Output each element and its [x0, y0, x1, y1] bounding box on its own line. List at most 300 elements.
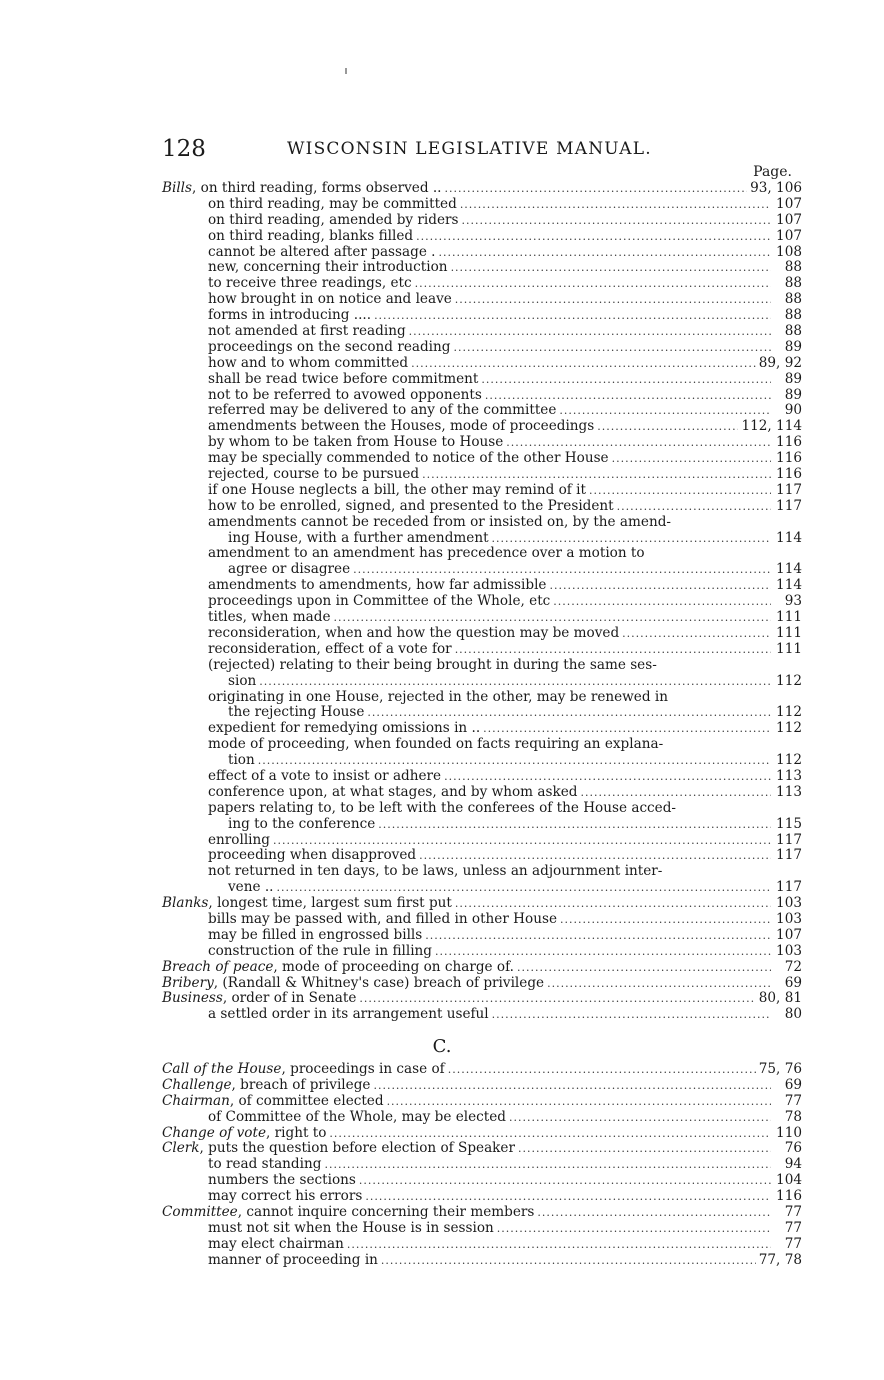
entry-page-ref: 69 [784, 1076, 802, 1093]
entry-description: , on third reading, forms observed .. [192, 180, 442, 196]
entry-text [208, 213, 458, 229]
entry-page-ref: 94 [784, 1156, 802, 1173]
leader-dots [451, 260, 771, 276]
leader-dots [455, 292, 771, 308]
entry-page-ref: 80 [784, 1006, 802, 1023]
entry-page-ref: 77, 78 [758, 1251, 802, 1268]
entry-page-ref: 93, 106 [750, 180, 802, 196]
entry-description: not to be referred to avowed opponents [208, 386, 482, 403]
entry-page-ref: 112 [776, 672, 802, 689]
entry-page-ref: 89 [784, 386, 802, 403]
entry-page-ref: 111 [776, 624, 802, 641]
leader-dots [425, 928, 771, 944]
index-entry [162, 896, 802, 912]
index-entry-line: mode of proceeding, when founded on facts requiring an explana- [208, 736, 664, 753]
running-title: WISCONSIN LEGISLATIVE MANUAL. [287, 139, 652, 159]
entry-page-ref: 76 [784, 1140, 802, 1157]
entry-text [208, 197, 457, 213]
entry-text [208, 1173, 356, 1189]
entry-page-ref: 116 [776, 434, 802, 451]
leader-dots [481, 372, 771, 388]
index-entry [162, 976, 802, 992]
entry-text [162, 976, 544, 992]
index-entry [162, 531, 802, 547]
entry-page-ref: 112 [776, 704, 802, 721]
entry-description: may correct his errors [208, 1188, 363, 1205]
entry-text [208, 229, 413, 245]
index-entry [162, 594, 802, 610]
entry-text [208, 642, 452, 658]
entry-text [208, 721, 480, 737]
entry-page-ref: 112, 114 [741, 418, 802, 435]
entry-description: to receive three readings, etc [208, 275, 412, 292]
entry-page-ref: 117 [776, 481, 802, 498]
index-entry [162, 1094, 802, 1110]
entry-text [162, 1094, 384, 1110]
index-entry [162, 1173, 802, 1189]
index-entry [162, 340, 802, 356]
entry-text [162, 896, 452, 912]
leader-dots [580, 785, 771, 801]
entry-page-ref: 89 [784, 338, 802, 355]
index-entry [162, 467, 802, 483]
entry-page-ref: 117 [776, 879, 802, 896]
entry-page-ref: 77 [784, 1092, 802, 1109]
entry-text [162, 960, 514, 976]
entry-description: numbers the sections [208, 1172, 356, 1189]
index-entry [162, 1141, 802, 1157]
entry-description: a settled order in its arrangement useful [208, 1006, 489, 1023]
entry-description: , breach of privilege [231, 1076, 371, 1093]
leader-dots [365, 1189, 771, 1205]
entry-page-ref: 77 [784, 1235, 802, 1252]
index-entry [162, 1189, 802, 1205]
leader-dots [485, 388, 771, 404]
index-entry [162, 403, 802, 419]
entry-description: amendments between the Houses, mode of proceedings [208, 418, 595, 435]
entry-heading: Business [162, 990, 223, 1007]
leader-dots [497, 1221, 771, 1237]
index-entry [162, 912, 802, 928]
entry-text [228, 674, 256, 690]
index-entry [162, 785, 802, 801]
leader-dots [547, 976, 771, 992]
leader-dots [411, 356, 756, 372]
index-entry-line: amendment to an amendment has precedence over a motion to [208, 545, 645, 562]
entry-page-ref: 103 [776, 895, 802, 912]
entry-text [228, 705, 364, 721]
index-entry [162, 1205, 802, 1221]
index-entry [162, 880, 802, 896]
entry-description: may be filled in engrossed bills [208, 926, 423, 943]
leader-dots [422, 467, 771, 483]
page-column-label: Page. [753, 164, 792, 180]
entry-page-ref: 115 [776, 815, 802, 832]
index-entry [162, 435, 802, 451]
leader-dots [353, 562, 771, 578]
entry-text [228, 753, 255, 769]
entry-page-ref: 107 [776, 926, 802, 943]
entry-description: , right to [266, 1124, 327, 1141]
index-entry [162, 562, 802, 578]
index-entry [162, 276, 802, 292]
index-entry [162, 229, 802, 245]
entry-page-ref: 69 [784, 974, 802, 991]
leader-dots [415, 276, 771, 292]
entry-text [208, 578, 546, 594]
entry-page-ref: 111 [776, 640, 802, 657]
leader-dots [334, 610, 771, 626]
index-entry [162, 960, 802, 976]
entry-page-ref: 78 [784, 1108, 802, 1125]
entry-description: may be specially commended to notice of the other House [208, 450, 609, 467]
entry-heading: Committee [162, 1204, 238, 1221]
leader-dots [409, 324, 771, 340]
entry-text [208, 594, 550, 610]
leader-dots [277, 880, 772, 896]
entry-description: bills may be passed with, and filled in other House [208, 910, 557, 927]
leader-dots [492, 531, 771, 547]
index-entry [162, 308, 802, 324]
entry-text [208, 340, 450, 356]
entry-description: sion [228, 672, 257, 689]
index-entry [162, 260, 802, 276]
entry-page-ref: 88 [784, 275, 802, 292]
index-entry [162, 324, 802, 340]
entry-text [162, 181, 442, 197]
entry-description: how and to whom committed [208, 354, 409, 371]
entry-page-ref: 93 [784, 593, 802, 610]
entry-text [208, 276, 412, 292]
entry-text [208, 403, 556, 419]
index-entry [162, 483, 802, 499]
entry-description: the rejecting House [228, 704, 365, 721]
entry-description: rejected, course to be pursued [208, 466, 420, 483]
entry-text [208, 785, 577, 801]
entry-description: , (Randall & Whitney's case) breach of privilege [213, 974, 545, 991]
entry-description: to read standing [208, 1156, 322, 1173]
entry-description: expedient for remedying omissions in .. [208, 720, 481, 737]
entry-description: conference upon, at what stages, and by whom asked [208, 783, 578, 800]
leader-dots [549, 578, 771, 594]
leader-dots [387, 1094, 771, 1110]
index-entry [162, 674, 802, 690]
entry-description: manner of proceeding in [208, 1251, 378, 1268]
entry-page-ref: 116 [776, 450, 802, 467]
leader-dots [483, 721, 771, 737]
entry-text [228, 880, 274, 896]
entry-description: how to be enrolled, signed, and presented to the President [208, 497, 614, 514]
index-entry [162, 1062, 802, 1078]
running-header [162, 136, 802, 166]
leader-dots [612, 451, 771, 467]
leader-dots [589, 483, 771, 499]
entry-text [208, 467, 419, 483]
index-entry [162, 944, 802, 960]
entry-page-ref: 114 [776, 529, 802, 546]
entry-text [208, 769, 441, 785]
entry-text [228, 531, 489, 547]
entry-description: may elect chairman [208, 1235, 344, 1252]
index-entry [162, 292, 802, 308]
entry-description: new, concerning their introduction [208, 259, 448, 276]
index-section-c [162, 1062, 802, 1269]
index-entry [162, 213, 802, 229]
leader-dots [324, 1157, 771, 1173]
leader-dots [378, 817, 771, 833]
entry-text [228, 562, 350, 578]
index-entry [162, 419, 802, 435]
index-entry-line: amendments cannot be receded from or insisted on, by the amend- [208, 513, 671, 530]
entry-description: ing House, with a further amendment [228, 529, 489, 546]
index-entry [162, 928, 802, 944]
entry-text [208, 308, 371, 324]
entry-page-ref: 104 [776, 1172, 802, 1189]
index-entry [162, 356, 802, 372]
entry-text [208, 419, 594, 435]
entry-page-ref: 77 [784, 1219, 802, 1236]
index-entry [162, 626, 802, 642]
entry-description: by whom to be taken from House to House [208, 434, 504, 451]
entry-heading: Blanks [162, 895, 209, 912]
leader-dots [509, 1110, 771, 1126]
entry-heading: Bribery [162, 974, 214, 991]
entry-page-ref: 89 [784, 370, 802, 387]
entry-description: referred may be delivered to any of the committee [208, 402, 557, 419]
index-entry [162, 372, 802, 388]
entry-description: must not sit when the House is in session [208, 1219, 494, 1236]
entry-text [208, 260, 448, 276]
entry-description: effect of a vote to insist or adhere [208, 767, 442, 784]
index-entry [162, 769, 802, 785]
leader-dots [492, 1007, 771, 1023]
index-entry [162, 833, 802, 849]
entry-heading: Breach of peace [162, 958, 274, 975]
entry-page-ref: 117 [776, 847, 802, 864]
leader-dots [381, 1253, 756, 1269]
entry-page-ref: 113 [776, 767, 802, 784]
index-entry [162, 499, 802, 515]
entry-text [208, 451, 609, 467]
index-entry [162, 197, 802, 213]
index-entry [162, 388, 802, 404]
entry-text [208, 1110, 506, 1126]
entry-description: reconsideration, when and how the question may be moved [208, 624, 620, 641]
entry-text [208, 483, 586, 499]
entry-text [162, 1205, 534, 1221]
leader-dots [416, 229, 771, 245]
entry-page-ref: 113 [776, 783, 802, 800]
entry-page-ref: 107 [776, 211, 802, 228]
leader-dots [359, 991, 755, 1007]
index-entry [162, 1221, 802, 1237]
entry-text [162, 1078, 370, 1094]
entry-description: , proceedings in case of [281, 1061, 445, 1077]
entry-description: on third reading, blanks filled [208, 227, 414, 244]
entry-heading: Change of vote [162, 1124, 266, 1141]
entry-page-ref: 103 [776, 942, 802, 959]
entry-page-ref: 114 [776, 561, 802, 578]
entry-page-ref: 75, 76 [758, 1061, 802, 1077]
leader-dots [455, 896, 771, 912]
index-entry-line: not returned in ten days, to be laws, unless an adjournment inter- [208, 863, 663, 880]
entry-text [208, 499, 614, 515]
index-entry [162, 1007, 802, 1023]
entry-text [208, 1237, 344, 1253]
entry-text [208, 372, 478, 388]
entry-page-ref: 116 [776, 1188, 802, 1205]
index-entry [162, 753, 802, 769]
entry-text [208, 1189, 362, 1205]
entry-page-ref: 80, 81 [758, 990, 802, 1007]
entry-description: titles, when made [208, 609, 331, 626]
entry-description: ing to the conference [228, 815, 376, 832]
leader-dots [374, 308, 771, 324]
entry-page-ref: 77 [784, 1204, 802, 1221]
index-entry [162, 705, 802, 721]
entry-text [228, 817, 375, 833]
entry-page-ref: 107 [776, 195, 802, 212]
entry-heading: Challenge [162, 1076, 232, 1093]
leader-dots [560, 912, 771, 928]
entry-description: vene .. [228, 879, 274, 896]
entry-description: not amended at first reading [208, 323, 406, 340]
entry-text [208, 1253, 378, 1269]
index-entry [162, 1237, 802, 1253]
entry-description: proceedings on the second reading [208, 338, 451, 355]
leader-dots [329, 1126, 771, 1142]
entry-page-ref: 88 [784, 307, 802, 324]
entry-page-ref: 72 [784, 958, 802, 975]
entry-text [162, 1126, 326, 1142]
entry-text [208, 356, 408, 372]
index-entry [162, 991, 802, 1007]
index-entry [162, 451, 802, 467]
index-entry [162, 817, 802, 833]
entry-description: on third reading, amended by riders [208, 211, 459, 228]
entry-page-ref: 89, 92 [758, 354, 802, 371]
entry-description: if one House neglects a bill, the other may remind of it [208, 481, 586, 498]
entry-description: , longest time, largest sum first put [208, 895, 452, 912]
index-entry [162, 181, 802, 197]
leader-dots [559, 403, 771, 419]
leader-dots [373, 1078, 771, 1094]
entry-text [208, 292, 452, 308]
index-entry [162, 245, 802, 261]
entry-description: , mode of proceeding on charge of. [273, 958, 514, 975]
entry-description: of Committee of the Whole, may be elected [208, 1108, 506, 1125]
entry-description: , cannot inquire concerning their members [237, 1204, 535, 1221]
leader-dots [367, 705, 771, 721]
entry-text [208, 388, 482, 404]
entry-heading: Clerk [162, 1140, 200, 1157]
leader-dots [617, 499, 771, 515]
leader-dots [435, 944, 771, 960]
entry-text [208, 912, 557, 928]
index-entry [162, 1078, 802, 1094]
index-entry [162, 1253, 802, 1269]
entry-description: tion [228, 752, 255, 769]
entry-page-ref: 88 [784, 323, 802, 340]
scan-speck [345, 68, 347, 74]
entry-page-ref: 112 [776, 720, 802, 737]
entry-text [162, 1062, 445, 1078]
entry-text [162, 991, 356, 1007]
entry-page-ref: 110 [776, 1124, 802, 1141]
section-letter-c: C. [432, 1036, 452, 1057]
leader-dots [461, 213, 771, 229]
index-entry [162, 721, 802, 737]
leader-dots [537, 1205, 771, 1221]
entry-page-ref: 103 [776, 910, 802, 927]
entry-description: agree or disagree [228, 561, 351, 578]
entry-heading: Call of the House [162, 1061, 282, 1077]
entry-description: reconsideration, effect of a vote for [208, 640, 452, 657]
index-entry-line: originating in one House, rejected in the other, may be renewed in [208, 688, 668, 705]
entry-page-ref: 88 [784, 291, 802, 308]
index-entry [162, 1157, 802, 1173]
leader-dots [506, 435, 771, 451]
index-entry [162, 848, 802, 864]
entry-heading: Chairman [162, 1092, 230, 1109]
entry-text [208, 626, 619, 642]
index-entry [162, 642, 802, 658]
leader-dots [518, 1141, 771, 1157]
entry-description: , of committee elected [229, 1092, 384, 1109]
leader-dots [622, 626, 771, 642]
leader-dots [455, 642, 771, 658]
entry-description: construction of the rule in filling [208, 942, 433, 959]
entry-page-ref: 107 [776, 227, 802, 244]
entry-heading: Bills [162, 180, 193, 196]
entry-page-ref: 90 [784, 402, 802, 419]
entry-page-ref: 117 [776, 831, 802, 848]
leader-dots [597, 419, 738, 435]
entry-description: on third reading, may be committed [208, 195, 457, 212]
leader-dots [460, 197, 771, 213]
entry-description: shall be read twice before commitment [208, 370, 479, 387]
leader-dots [419, 848, 771, 864]
leader-dots [553, 594, 771, 610]
leader-dots [448, 1062, 756, 1078]
leader-dots [347, 1237, 771, 1253]
index-entry [162, 610, 802, 626]
entry-text [208, 1221, 494, 1237]
index-entry [162, 578, 802, 594]
leader-dots [444, 769, 771, 785]
page-number: 128 [162, 136, 206, 162]
entry-description: enrolling [208, 831, 270, 848]
entry-page-ref: 112 [776, 752, 802, 769]
entry-text [208, 928, 422, 944]
entry-page-ref: 114 [776, 577, 802, 594]
index-section-b [162, 181, 802, 1023]
entry-text [208, 848, 416, 864]
leader-dots [273, 833, 771, 849]
entry-page-ref: 108 [776, 243, 802, 260]
leader-dots [359, 1173, 771, 1189]
entry-description: , order of in Senate [222, 990, 357, 1007]
leader-dots [445, 181, 748, 197]
entry-text [208, 944, 432, 960]
entry-description: amendments to amendments, how far admissible [208, 577, 547, 594]
entry-text [208, 1007, 489, 1023]
index-entry [162, 1126, 802, 1142]
entry-description: cannot be altered after passage . [208, 243, 436, 260]
entry-description: forms in introducing .... [208, 307, 372, 324]
entry-text [208, 324, 406, 340]
entry-text [208, 833, 270, 849]
